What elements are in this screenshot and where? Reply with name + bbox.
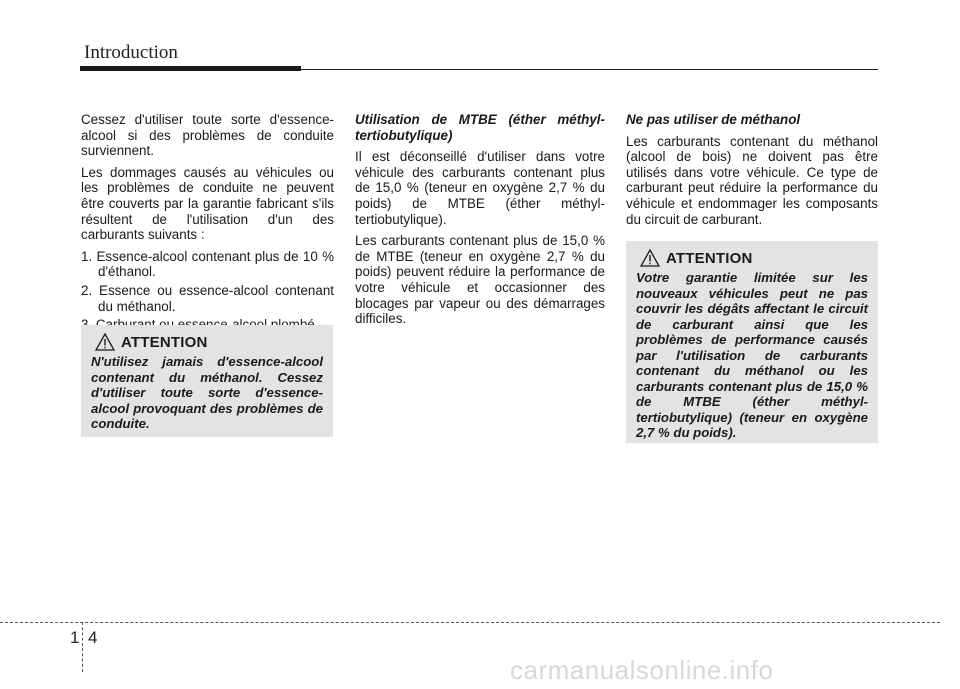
attention-title: ATTENTION <box>666 249 753 267</box>
attention-text: N'utilisez jamais d'essence-alcool contenant du méthanol. Cessez d'utiliser toute sorte d'essence-alcool provoquant des problèmes de conduite. <box>91 354 323 431</box>
header-rule-thin <box>301 69 878 71</box>
attention-box-2 <box>626 241 878 443</box>
col2-subheading: Utilisation de MTBE (éther méthyl-tertiobutylique) <box>355 112 605 143</box>
column-1 <box>81 112 334 336</box>
list-item: 1. Essence-alcool contenant plus de 10 % d'éthanol. <box>81 248 334 280</box>
warning-triangle-icon <box>95 333 115 351</box>
page-number: 4 <box>88 628 98 647</box>
attention-header <box>95 333 323 351</box>
footer-dashed-rule <box>0 622 940 623</box>
attention-text: Votre garantie limitée sur les nouveaux véhicules peut ne pas couvrir les dégâts affectant le circuit de carburant ainsi que les problèmes de performance causés par l'utilisation de carburants contenant du méthanol ou les carburants contenant plus de 15,0 % de MTBE (éther méthyl-tertiobutylique) (teneur en oxygène 2,7 % du poids). <box>636 270 868 440</box>
col1-paragraph-1: Cessez d'utiliser toute sorte d'essence-alcool si des problèmes de conduite surviennent. <box>81 112 334 159</box>
col3-paragraph-1: Les carburants contenant du méthanol (alcool de bois) ne doivent pas être utilisés dans votre véhicule. Ce type de carburant peut réduire la performance du véhicule et endommager les composants du circuit de carburant. <box>626 133 878 227</box>
col3-subheading: Ne pas utiliser de méthanol <box>626 112 801 127</box>
list-item: 2. Essence ou essence-alcool contenant du méthanol. <box>81 282 334 314</box>
watermark: carmanualsonline.info <box>510 655 774 685</box>
attention-header <box>640 249 868 267</box>
col1-paragraph-2: Les dommages causés au véhicules ou les problèmes de conduite ne peuvent être couverts par la garantie fabricant s'ils résultent de l'utilisation d'un des carburants suivants : <box>81 164 334 243</box>
section-number: 1 <box>70 628 80 647</box>
fuel-list <box>81 249 334 333</box>
column-3 <box>626 112 878 233</box>
attention-box-1 <box>81 325 333 437</box>
col2-paragraph-1: Il est déconseillé d'utiliser dans votre véhicule des carburants contenant plus de 15,0 % (teneur en oxygène 2,7 % du poids) de MTBE (éther méthyl-tertiobutylique). <box>355 149 605 227</box>
column-2 <box>355 112 605 333</box>
attention-title: ATTENTION <box>121 333 208 351</box>
warning-triangle-icon <box>640 249 660 267</box>
page-header-title: Introduction <box>84 42 178 63</box>
header-rule-thick <box>80 66 301 71</box>
col2-paragraph-2: Les carburants contenant plus de 15,0 % de MTBE (teneur en oxygène 2,7 % du poids) peuvent réduire la performance de votre véhicule et occasionner des blocages par vapeur ou des démarrages difficiles. <box>355 233 605 327</box>
footer-dashed-divider <box>82 622 83 672</box>
